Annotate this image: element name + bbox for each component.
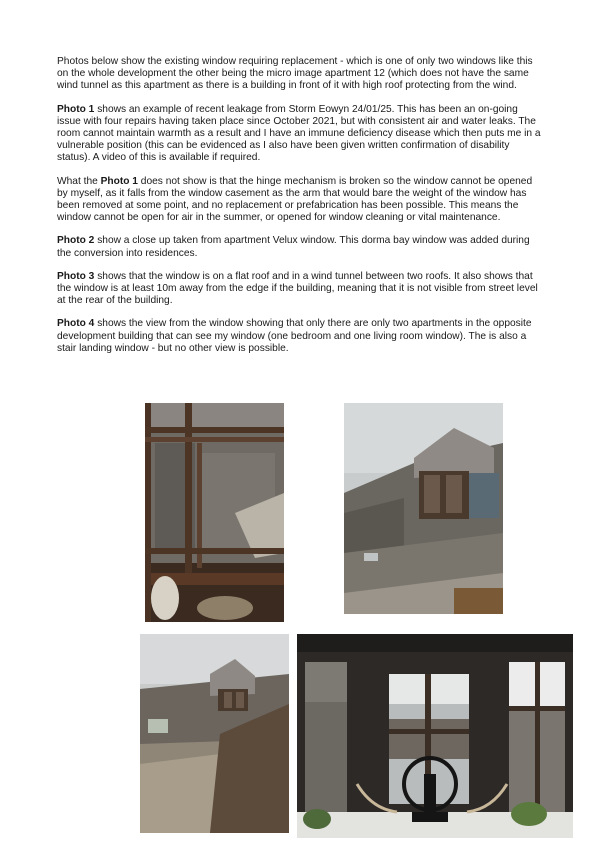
photo-3-paragraph: Photo 3 shows that the window is on a flat roof and in a wind tunnel between two roofs. It also shows that the window is at least 10m away from the edge if the building, meaning that it is not visible from street level at the rear of the building.: [57, 270, 538, 307]
photo-1-paragraph: Photo 1 shows an example of recent leakage from Storm Eowyn 24/01/25. This has been an on-going issue with four repairs having taken place since October 2021, but with consistent air and water leaks. The room cannot maintain warmth as a result and I have an immune deficiency disease which then puts me in a vulnerable position (this can be evidenced as I also have been given written confirmation of disability status). A video of this is available if required.: [57, 103, 541, 164]
photo-1-label-inline: Photo 1: [100, 175, 138, 187]
photo-4-label: Photo 4: [57, 318, 95, 330]
photo-2-paragraph: Photo 2 show a close up taken from apartment Velux window. This dorma bay window was added during the conversion into residences.: [57, 235, 530, 259]
photo-4-window-view: [297, 634, 573, 838]
photo-3-label: Photo 3: [57, 270, 95, 282]
photo-1-label: Photo 1: [57, 103, 95, 115]
intro-paragraph: Photos below show the existing window requiring replacement - which is one of only two windows like this on the whole development the other being the micro image apartment 12 (which does not have the same wind tunnel as this apartment as there is a building in front of it with high roof protecting from the wind.: [57, 56, 533, 92]
photo-3-flat-roof: [140, 634, 289, 833]
photo-4-paragraph: Photo 4 shows the view from the window showing that only there are only two apartments in the opposite development building that can see my window (one bedroom and one living room window). The is also a stair landing window - but no other view is possible.: [57, 318, 532, 354]
hinge-paragraph: What the Photo 1 does not show is that the hinge mechanism is broken so the window cannot be opened by myself, as it falls from the window casement as the arm that would bare the weight of the window has been removed at some point, and no replacement or prefabrication has been possible. This means the window cannot be open for air in the summer, or opened for window cleaning or vital maintenance.: [57, 175, 533, 224]
photo-1-window-frame: [145, 403, 284, 622]
photo-2-label: Photo 2: [57, 235, 95, 247]
body-text: [57, 56, 541, 366]
photo-2-dormer-window: [344, 403, 503, 614]
